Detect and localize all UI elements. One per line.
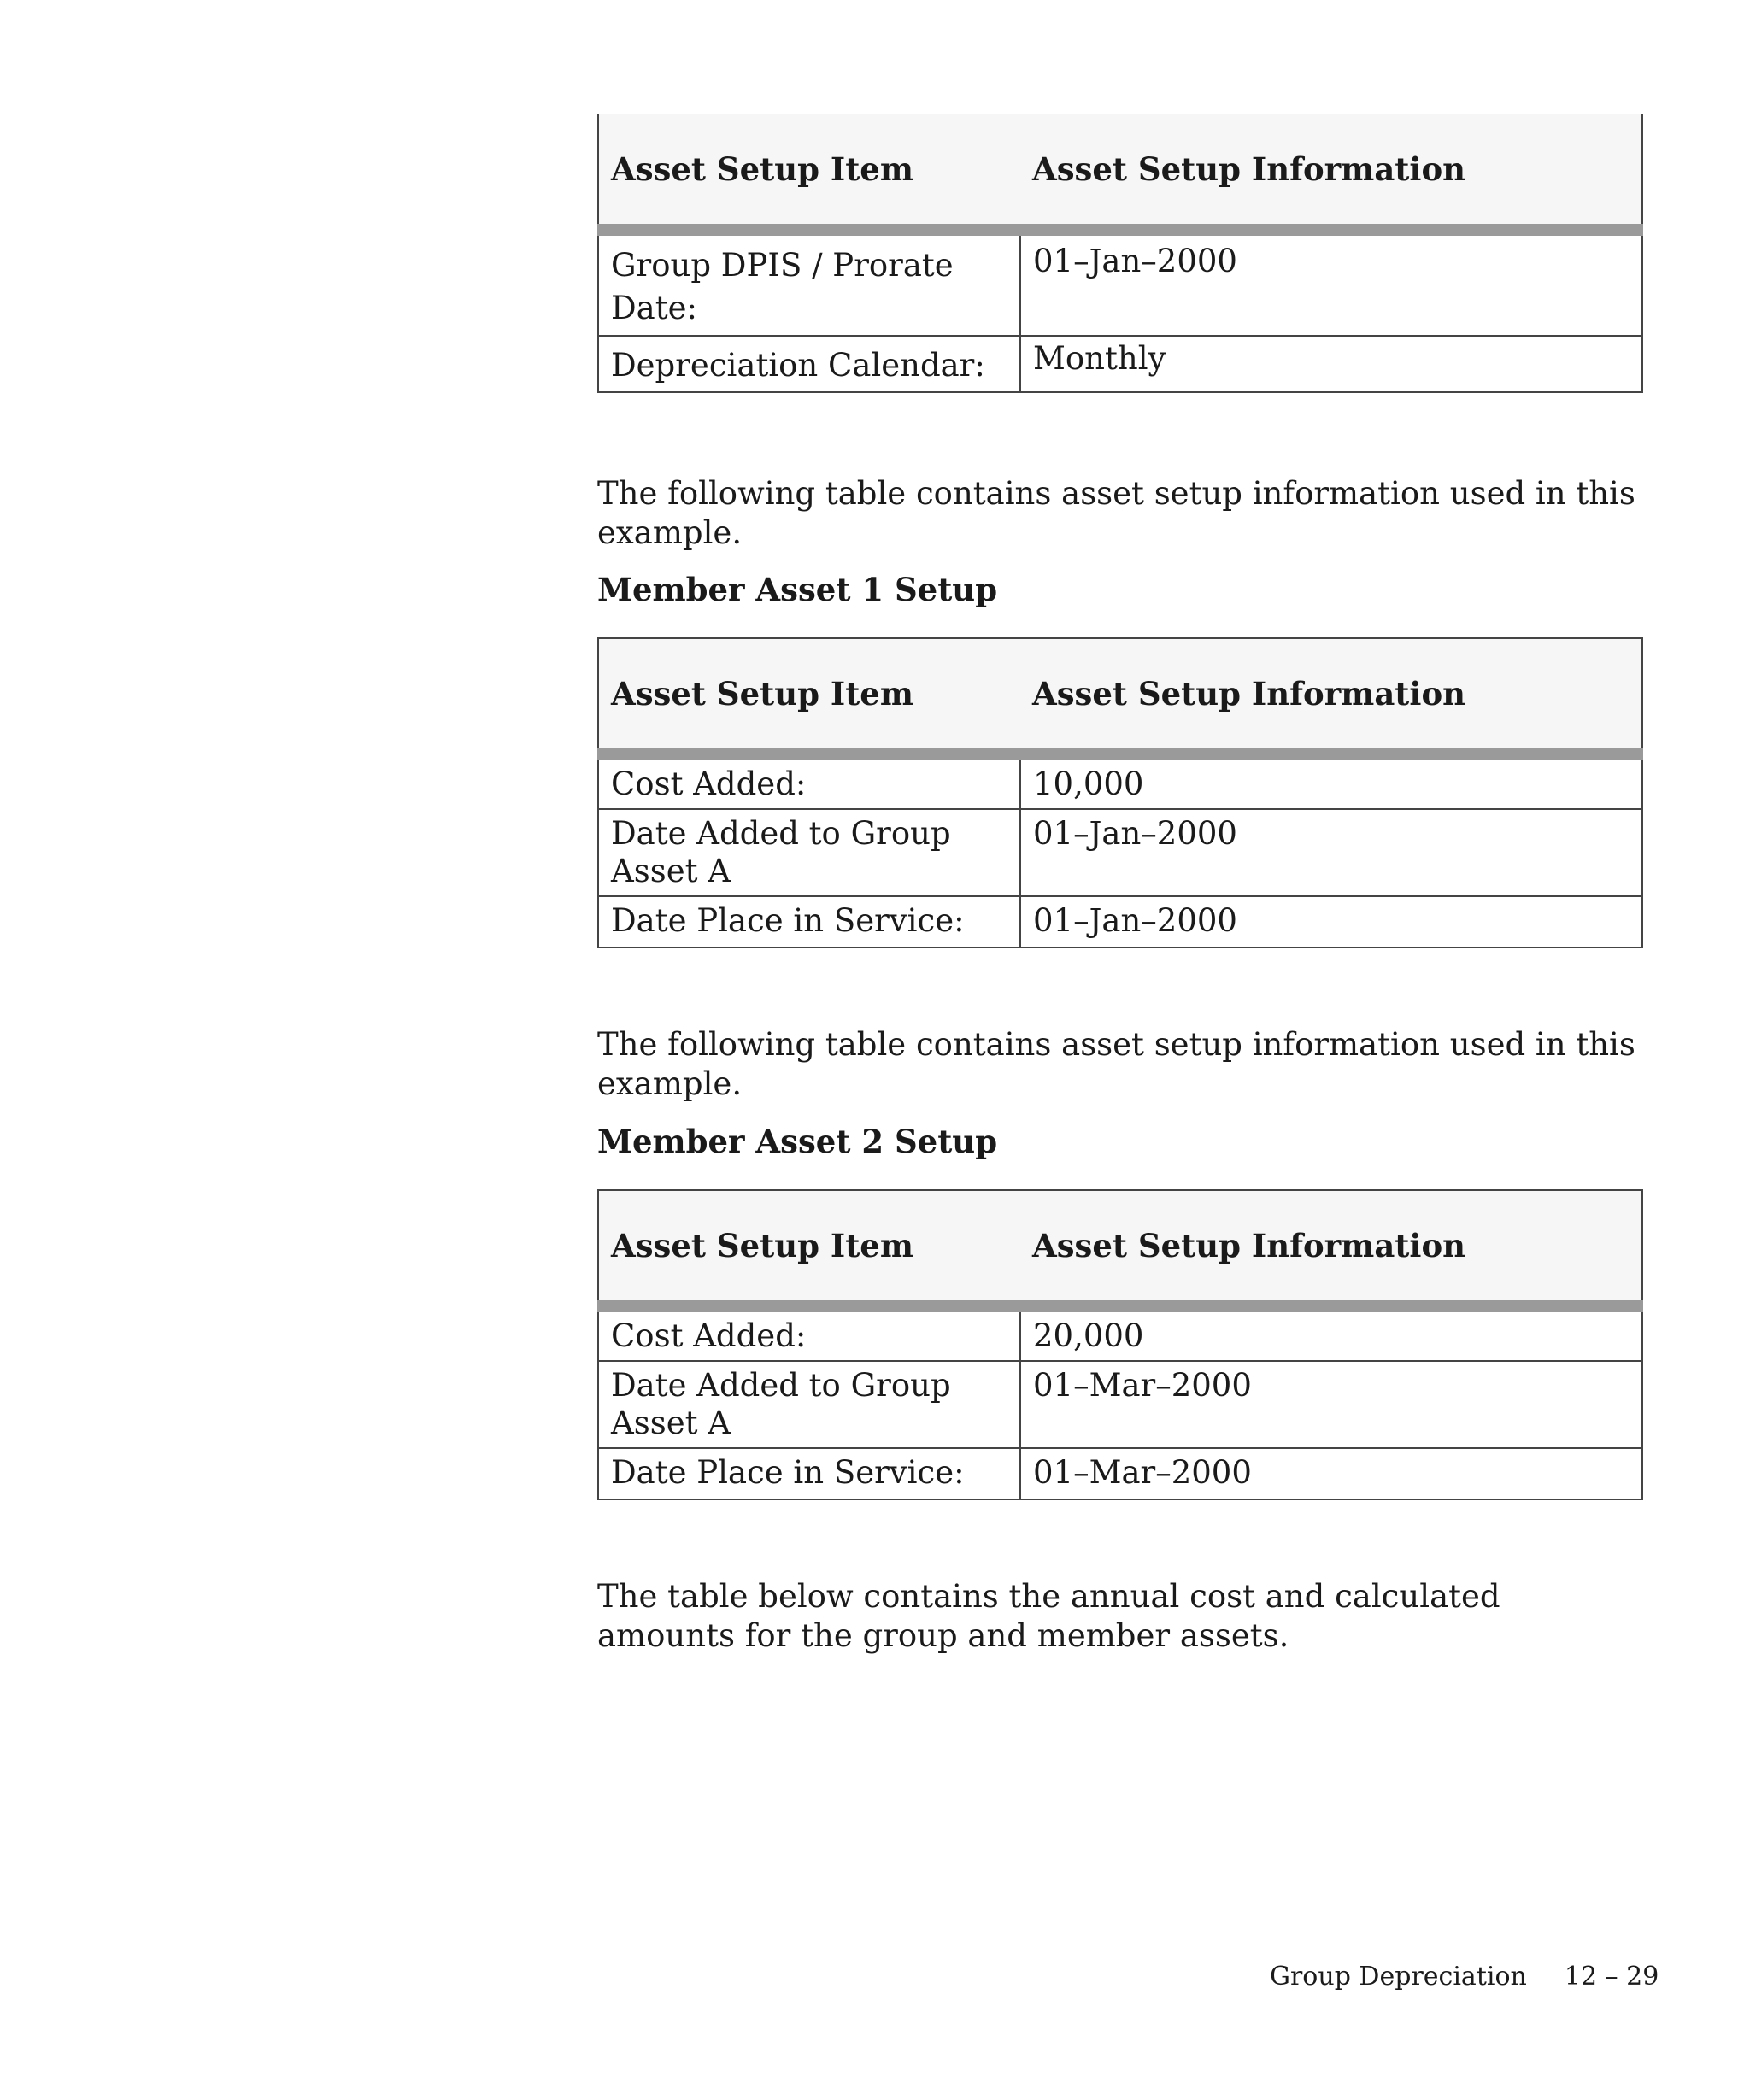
setup-value-cell: 01–Jan–2000: [1020, 896, 1642, 947]
column-header-information: Asset Setup Information: [1020, 1190, 1642, 1306]
group-asset-setup-table: [597, 114, 1643, 393]
setup-value-cell: 01–Jan–2000: [1020, 230, 1642, 336]
setup-value-cell: 01–Mar–2000: [1020, 1448, 1642, 1499]
table-row: [598, 1306, 1642, 1361]
setup-value-cell: 01–Jan–2000: [1020, 809, 1642, 896]
intro-paragraph-1: The following table contains asset setup information used in this example.: [597, 475, 1635, 551]
table-row: [598, 809, 1642, 896]
member-asset-1-setup-table: [597, 637, 1643, 948]
setup-item-cell: Cost Added:: [598, 1306, 1020, 1361]
column-header-item: Asset Setup Item: [598, 638, 1020, 754]
group-asset-setup-table-wrapper: [597, 114, 1643, 393]
member-asset-2-table-wrapper: [597, 1189, 1643, 1500]
footer-section-title: Group Depreciation: [1270, 1962, 1527, 1991]
table-header-row: [598, 114, 1642, 230]
column-header-information: Asset Setup Information: [1020, 638, 1642, 754]
table-row: [598, 1448, 1642, 1499]
member-asset-1-table-wrapper: [597, 637, 1643, 948]
column-header-information: Asset Setup Information: [1020, 114, 1642, 230]
intro-paragraph-2: The following table contains asset setup information used in this example.: [597, 1026, 1635, 1102]
setup-item-cell: Group DPIS / Prorate Date:: [598, 230, 1020, 336]
footer-page-number: 12 – 29: [1564, 1962, 1659, 1991]
table-caption-member-asset-1: Member Asset 1 Setup: [597, 571, 998, 608]
table-header-row: [598, 638, 1642, 754]
table-row: [598, 754, 1642, 809]
column-header-item: Asset Setup Item: [598, 114, 1020, 230]
setup-item-cell: Depreciation Calendar:: [598, 336, 1020, 392]
table-row: [598, 1361, 1642, 1448]
intro-paragraph-3: The table below contains the annual cost and calculated amounts for the group and member assets.: [597, 1578, 1500, 1654]
setup-value-cell: 10,000: [1020, 754, 1642, 809]
setup-value-cell: Monthly: [1020, 336, 1642, 392]
member-asset-2-setup-table: [597, 1189, 1643, 1500]
setup-item-cell: Date Added to Group Asset A: [598, 809, 1020, 896]
setup-item-cell: Cost Added:: [598, 754, 1020, 809]
setup-item-cell: Date Place in Service:: [598, 896, 1020, 947]
column-header-item: Asset Setup Item: [598, 1190, 1020, 1306]
table-row: [598, 336, 1642, 392]
table-row: [598, 896, 1642, 947]
table-row: [598, 230, 1642, 336]
setup-item-cell: Date Place in Service:: [598, 1448, 1020, 1499]
setup-value-cell: 01–Mar–2000: [1020, 1361, 1642, 1448]
page-footer: [1270, 1962, 1659, 1991]
setup-item-cell: Date Added to Group Asset A: [598, 1361, 1020, 1448]
table-caption-member-asset-2: Member Asset 2 Setup: [597, 1123, 998, 1160]
table-header-row: [598, 1190, 1642, 1306]
setup-value-cell: 20,000: [1020, 1306, 1642, 1361]
